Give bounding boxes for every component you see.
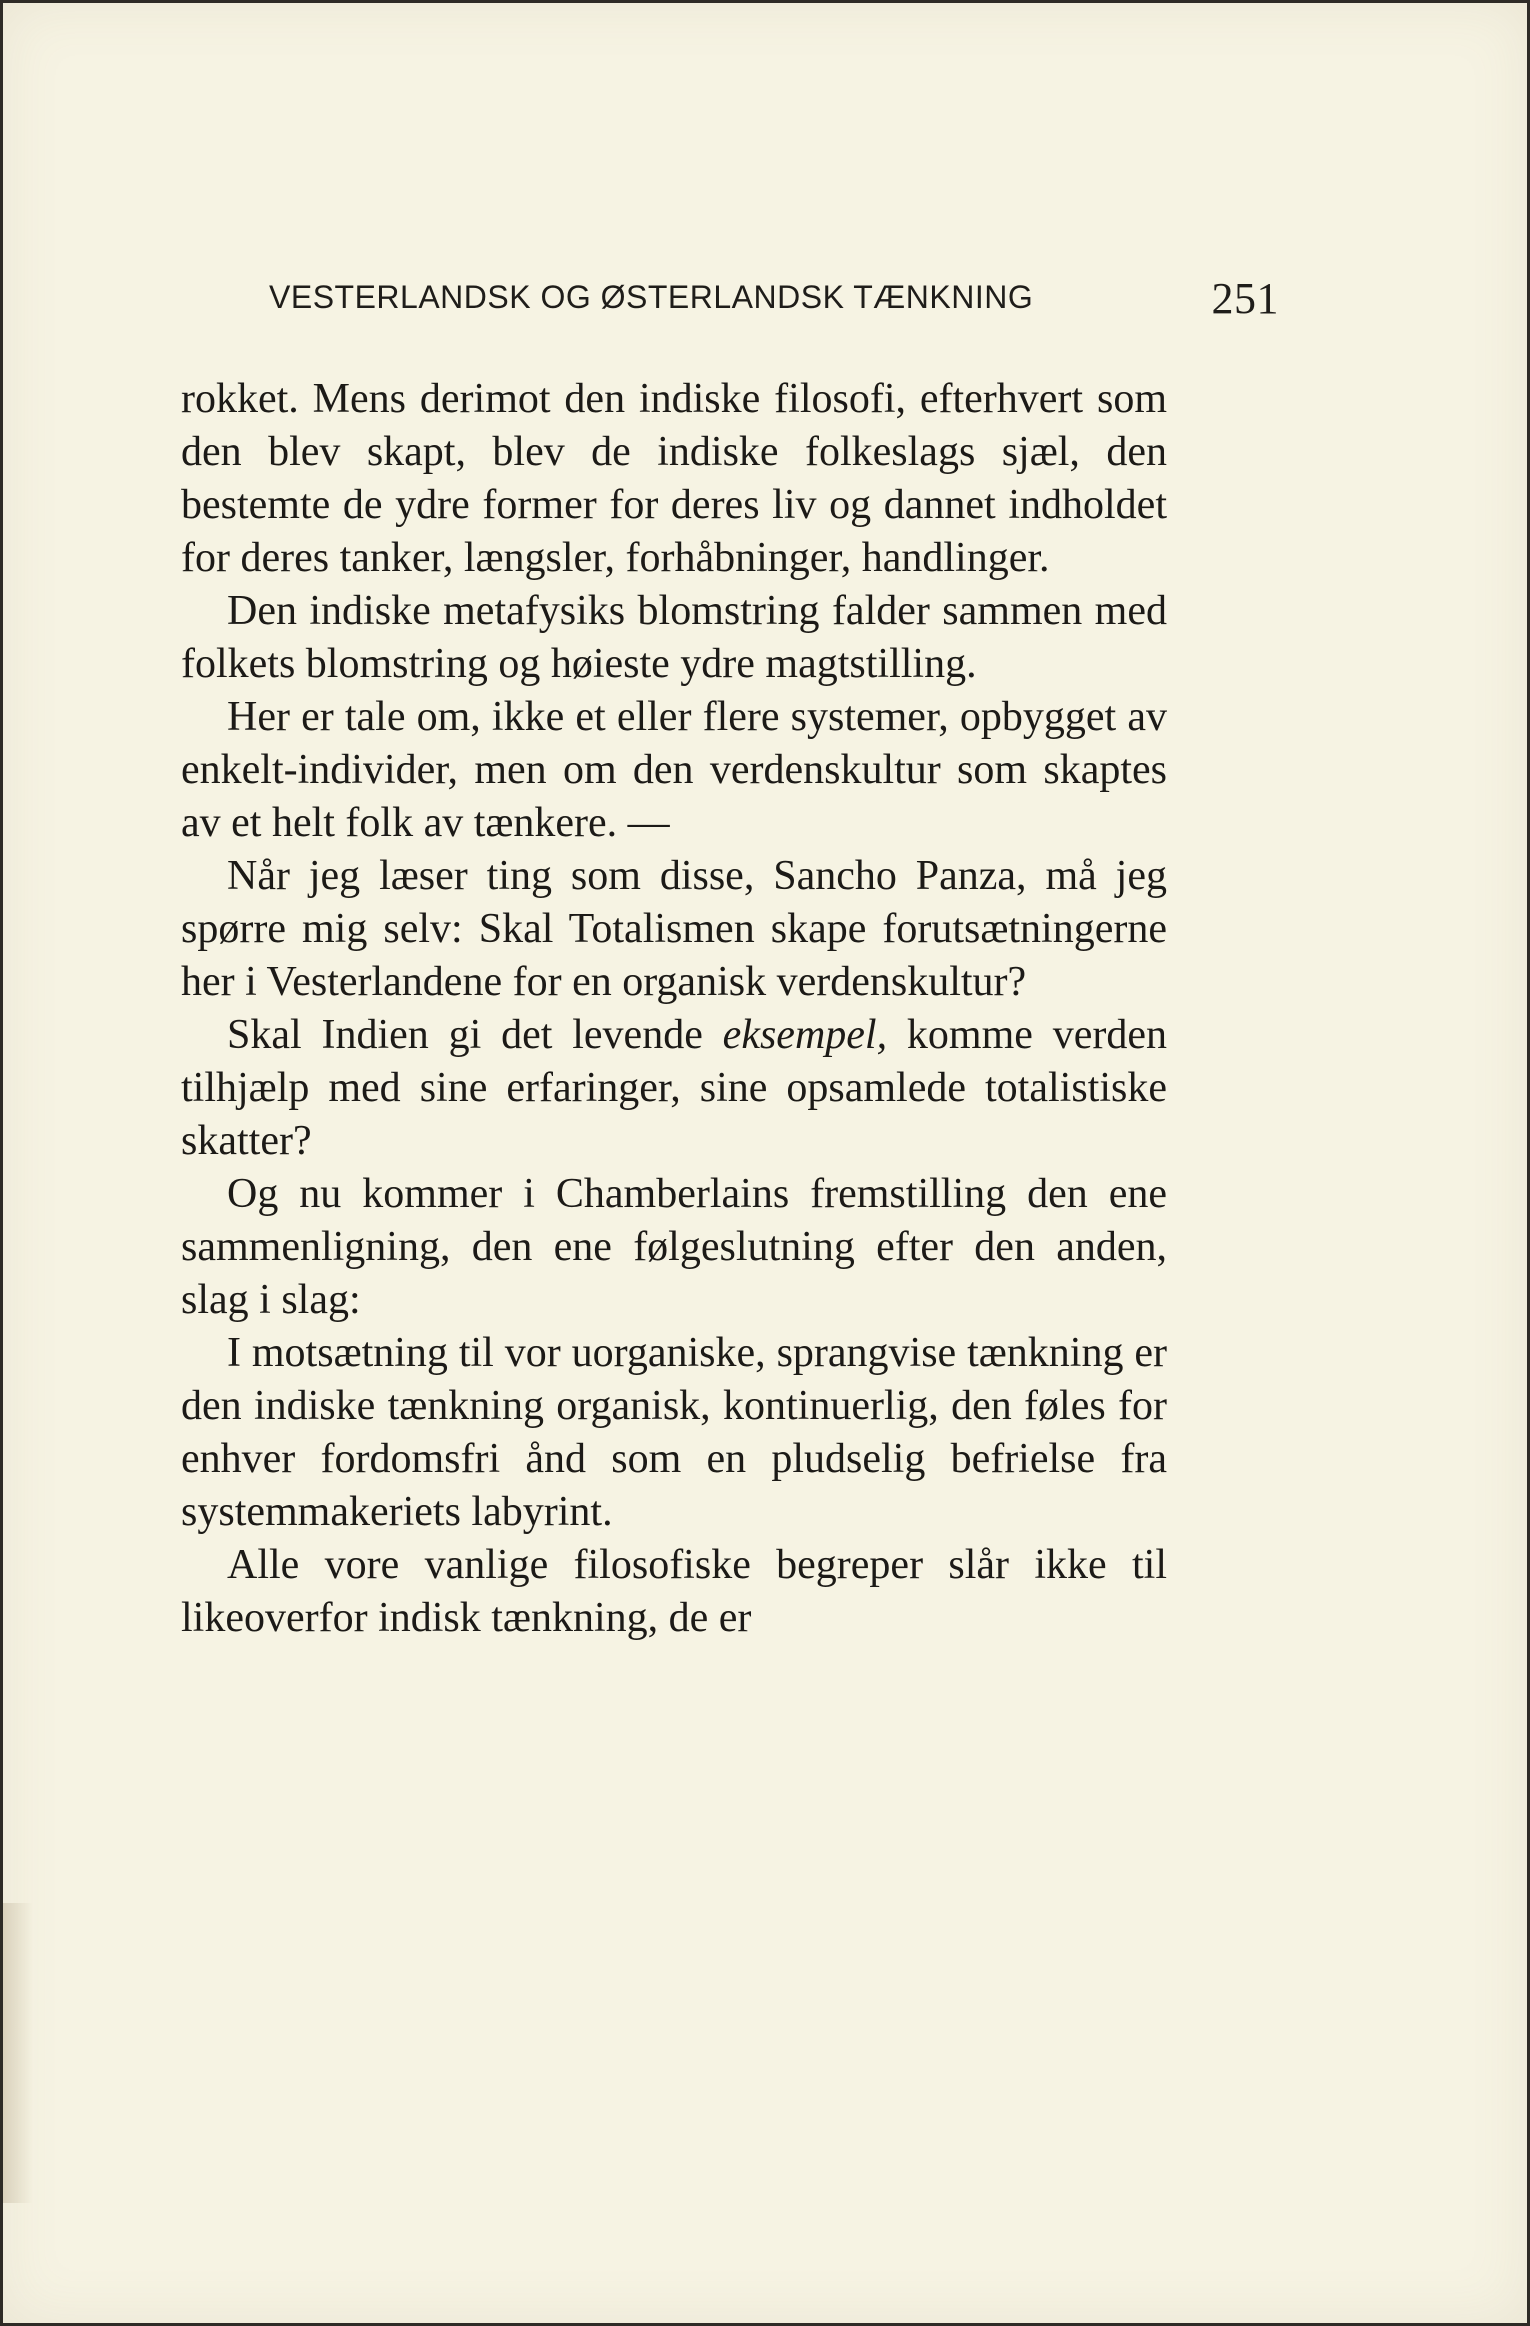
page-number: 251 bbox=[1211, 274, 1279, 323]
paragraph-2: Den indiske metafysiks blomstring falder sammen med folkets blomstring og høieste ydre magtstilling. bbox=[181, 588, 1167, 687]
paragraph-5-text-before: Skal Indien gi det levende bbox=[227, 1012, 723, 1058]
running-head bbox=[269, 271, 1279, 331]
body-text bbox=[181, 373, 1167, 1645]
paragraph-8: Alle vore vanlige filosofiske begreper slår ikke til likeoverfor indisk tænkning, de er bbox=[181, 1542, 1167, 1641]
running-head-title: VESTERLANDSK OG ØSTERLANDSK TÆNKNING bbox=[269, 279, 1034, 315]
paragraph-4: Når jeg læser ting som disse, Sancho Panza, må jeg spørre mig selv: Skal Totalismen skape forutsætningerne her i Vesterlandene for en organisk verdenskultur? bbox=[181, 853, 1167, 1005]
page-shadow bbox=[3, 1903, 33, 2203]
paragraph-5-text-after: komme verden tilhjælp med sine erfaringer, sine opsamlede totalistiske skatter? bbox=[181, 1012, 1167, 1164]
paragraph-5 bbox=[181, 1009, 1167, 1168]
paragraph-7: I motsætning til vor uorganiske, sprangvise tænkning er den indiske tænkning organisk, kontinuerlig, den føles for enhver fordomsfri ånd som en pludselig befrielse fra systemmakeriets labyrint. bbox=[181, 1330, 1167, 1535]
paragraph-3: Her er tale om, ikke et eller flere systemer, opbygget av enkelt-individer, men om den verdenskultur som skaptes av et helt folk av tænkere. — bbox=[181, 694, 1167, 846]
paragraph-6: Og nu kommer i Chamberlains fremstilling den ene sammenligning, den ene følgeslutning efter den anden, slag i slag: bbox=[181, 1171, 1167, 1323]
emphasis-eksempel: eksempel, bbox=[722, 1012, 888, 1058]
paragraph-1: rokket. Mens derimot den indiske filosofi, efterhvert som den blev skapt, blev de indiske folkeslags sjæl, den bestemte de ydre former for deres liv og dannet indholdet for deres tanker, længsler, forhåbninger, handlinger. bbox=[181, 376, 1167, 581]
